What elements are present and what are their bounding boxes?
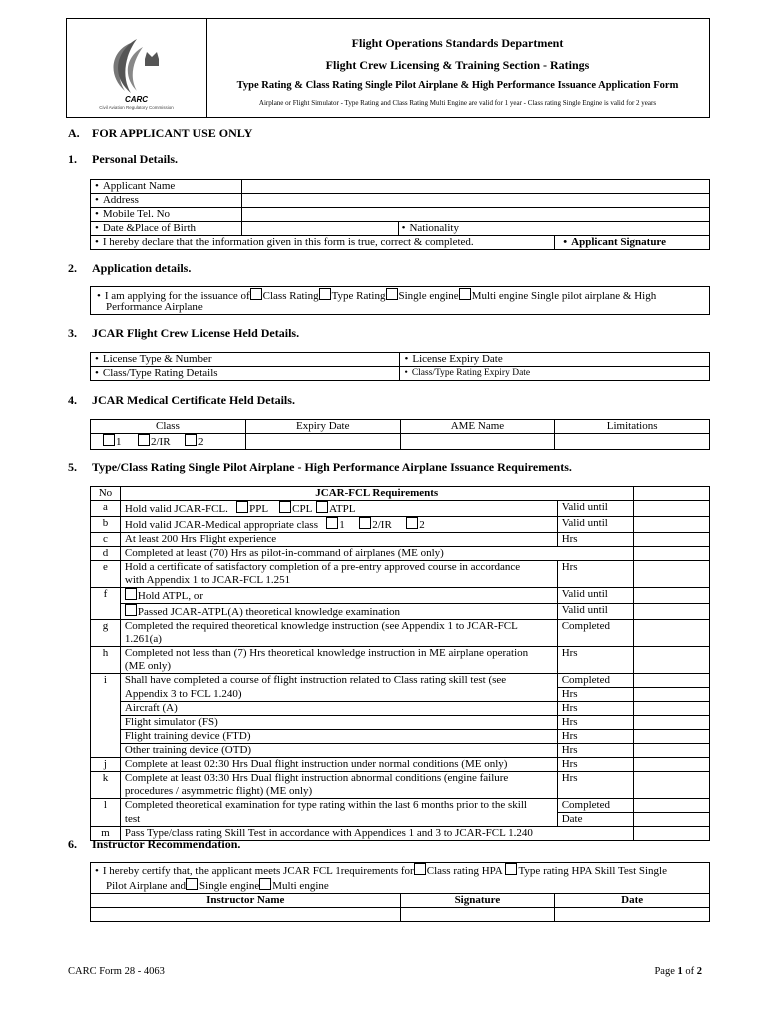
type-rating-checkbox[interactable]	[319, 288, 331, 300]
req-header: JCAR-FCL Requirements	[120, 487, 633, 501]
b-class-1-checkbox[interactable]	[326, 517, 338, 529]
i-value-field-1[interactable]	[633, 674, 709, 688]
class-type-details-field[interactable]: • Class/Type Rating Details	[91, 367, 400, 381]
instructor-date-field[interactable]	[555, 908, 710, 922]
header-logo-cell	[67, 19, 207, 117]
cpl-checkbox[interactable]	[279, 501, 291, 513]
instructor-single-engine-checkbox[interactable]	[186, 878, 198, 890]
instructor-name-field[interactable]	[91, 908, 401, 922]
l-value-field-2[interactable]	[633, 813, 709, 827]
medical-expiry-field[interactable]	[245, 434, 400, 450]
k-value-field[interactable]	[633, 772, 709, 799]
table-row: d Completed at least (70) Hrs as pilot-in-command of airplanes (ME only)	[91, 547, 710, 561]
section-2-heading: 2. Application details.	[68, 261, 192, 275]
mobile-label: • Mobile Tel. No	[91, 208, 242, 222]
i-value-field-4[interactable]	[633, 716, 709, 730]
medical-class-2-checkbox[interactable]	[185, 434, 197, 446]
hold-atpl-checkbox[interactable]	[125, 588, 137, 600]
section-4-heading: 4. JCAR Medical Certificate Held Details.	[68, 393, 295, 407]
medical-class-header: Class	[91, 420, 246, 434]
header-section: Flight Crew Licensing & Training Section - Ratings	[325, 58, 590, 72]
b-class-2-checkbox[interactable]	[406, 517, 418, 529]
ame-name-field[interactable]	[400, 434, 555, 450]
instructor-signature-header: Signature	[400, 894, 555, 908]
header-form-title: Type Rating & Class Rating Single Pilot Airplane & High Performance Issuance Application Form	[236, 80, 679, 91]
header-validity-note: Airplane or Flight Simulator - Type Rating and Class Rating Multi Engine are valid for 1 year - Class rating Single Engine is valid for 2 years	[258, 99, 657, 107]
ame-name-header: AME Name	[400, 420, 555, 434]
table-row: g Completed the required theoretical knowledge instruction (see Appendix 1 to JCAR-FCL Completed	[91, 620, 710, 634]
limitations-field[interactable]	[555, 434, 710, 450]
single-engine-checkbox[interactable]	[386, 288, 398, 300]
type-rating-hpa-checkbox[interactable]	[505, 863, 517, 875]
logo-subtitle: Civil Aviation Regulatory Commission	[99, 105, 174, 110]
header-department: Flight Operations Standards Department	[351, 36, 564, 50]
table-row: a Hold valid JCAR-FCL. PPL CPL ATPL Valid until	[91, 501, 710, 517]
table-row: m Pass Type/class rating Skill Test in accordance with Appendices 1 and 3 to JCAR-FCL 1.240	[91, 827, 710, 841]
license-expiry-field[interactable]: • License Expiry Date	[400, 353, 710, 367]
class-rating-checkbox[interactable]	[250, 288, 262, 300]
instructor-table	[90, 862, 710, 922]
address-label: • Address	[91, 194, 242, 208]
section-3-heading: 3. JCAR Flight Crew License Held Details.	[68, 326, 300, 340]
class-rating-hpa-checkbox[interactable]	[414, 863, 426, 875]
m-value-field[interactable]	[633, 827, 709, 841]
applicant-signature-label: Applicant Signature	[571, 236, 666, 248]
atpl-checkbox[interactable]	[316, 501, 328, 513]
application-line-1: • I am applying for the issuance of Class Rating Type Rating Single engine Multi engine Single pilot airplane & High	[97, 288, 656, 303]
certify-line-2: Pilot Airplane and Single engine Multi engine	[91, 878, 710, 894]
b-value-field[interactable]	[633, 517, 709, 533]
limitations-header: Limitations	[555, 420, 710, 434]
instructor-name-header: Instructor Name	[91, 894, 401, 908]
nationality-field[interactable]	[398, 222, 709, 236]
footer-page-number: Page 1 of 2	[654, 966, 702, 977]
multi-engine-checkbox[interactable]	[459, 288, 471, 300]
application-line-2: Performance Airplane	[106, 301, 203, 313]
instructor-multi-engine-checkbox[interactable]	[259, 878, 271, 890]
medical-class-options: 1 2/IR 2	[91, 434, 246, 450]
c-value-field[interactable]	[633, 533, 709, 547]
f-value-field-2[interactable]	[633, 604, 709, 620]
personal-details-table	[90, 179, 710, 250]
d-value-field[interactable]	[633, 547, 709, 561]
ppl-checkbox[interactable]	[236, 501, 248, 513]
logo-text: CARC	[124, 95, 149, 104]
dob-label: • Date &Place of Birth	[91, 222, 242, 236]
h-value-field[interactable]	[633, 647, 709, 674]
footer-form-number: CARC Form 28 - 4063	[68, 966, 165, 977]
application-details-box	[90, 286, 710, 315]
table-row: i Shall have completed a course of flight instruction related to Class rating skill test (see Completed	[91, 674, 710, 688]
dob-field[interactable]	[241, 222, 398, 236]
b-class-2ir-checkbox[interactable]	[359, 517, 371, 529]
i-value-field-6[interactable]	[633, 744, 709, 758]
license-details-table	[90, 352, 710, 381]
table-row: f Hold ATPL, or Valid until	[91, 588, 710, 604]
table-row: j Complete at least 02:30 Hrs Dual flight instruction under normal conditions (ME only) Hrs	[91, 758, 710, 772]
table-row: h Completed not less than (7) Hrs theoretical knowledge instruction in ME airplane operation Hrs	[91, 647, 710, 661]
medical-expiry-header: Expiry Date	[245, 420, 400, 434]
i-value-field-3[interactable]	[633, 702, 709, 716]
a-value-field[interactable]	[633, 501, 709, 517]
section-a-heading: A. FOR APPLICANT USE ONLY	[68, 126, 253, 140]
table-row: e Hold a certificate of satisfactory completion of a pre-entry approved course in accordance Hrs	[91, 561, 710, 575]
medical-details-table	[90, 419, 710, 450]
license-type-field[interactable]: • License Type & Number	[91, 353, 400, 367]
instructor-date-header: Date	[555, 894, 710, 908]
e-value-field[interactable]	[633, 561, 709, 588]
address-field[interactable]	[241, 194, 709, 208]
declaration-text: • I hereby declare that the information given in this form is true, correct & completed.	[91, 236, 555, 250]
passed-atpl-checkbox[interactable]	[125, 604, 137, 616]
mobile-field[interactable]	[241, 208, 709, 222]
medical-class-1-checkbox[interactable]	[103, 434, 115, 446]
table-row: c At least 200 Hrs Flight experience Hrs	[91, 533, 710, 547]
class-type-expiry-field[interactable]: • Class/Type Rating Expiry Date	[400, 367, 710, 381]
section-5-heading: 5. Type/Class Rating Single Pilot Airplane - High Performance Airplane Issuance Requirements.	[68, 460, 572, 474]
instructor-signature-field[interactable]	[400, 908, 555, 922]
applicant-name-label: • Applicant Name	[91, 180, 242, 194]
section-6-heading: 6. Instructor Recommendation.	[68, 837, 241, 851]
l-value-field-1[interactable]	[633, 799, 709, 813]
f-value-field-1[interactable]	[633, 588, 709, 604]
j-value-field[interactable]	[633, 758, 709, 772]
i-value-field-5[interactable]	[633, 730, 709, 744]
medical-class-2ir-checkbox[interactable]	[138, 434, 150, 446]
table-row: l Completed theoretical examination for type rating within the last 6 months prior to the skill Completed	[91, 799, 710, 813]
applicant-name-field[interactable]	[241, 180, 709, 194]
header-box	[66, 18, 710, 118]
applicant-signature-field[interactable]	[555, 236, 710, 250]
table-row: b Hold valid JCAR-Medical appropriate class 1 2/IR 2 Valid until	[91, 517, 710, 533]
table-row: k Complete at least 03:30 Hrs Dual flight instruction abnormal conditions (engine failure Hrs	[91, 772, 710, 786]
nationality-label: • Nationality	[402, 222, 459, 234]
g-value-field[interactable]	[633, 620, 709, 647]
req-no-header: No	[91, 487, 121, 501]
requirements-table: No JCAR-FCL Requirements a Hold valid JCAR-FCL. PPL CPL ATPL Valid until b Hold valid JCAR-Medical appropriate class 1 2/IR 2 Valid until c At least 200 Hrs Flight experience Hrs d Completed at least (70) Hrs as pilot-in-command of airplanes (ME only) e Hold a certificate of satisfactory completion of a pre-entry approved course in accordance Hrs with Appendix 1 to JCAR-FCL 1.251 f Hold ATPL, or Valid until Passed JCAR-ATPL(A) theoretical knowledge examination Valid until g Completed the required theoretical knowledge instruction (see Appendix 1 to JCAR-FCL Completed 1.261(a) h Completed not less than (7) Hrs theoretical knowledge instruction in ME airplane operation Hrs (ME only) i Shall have completed a course of flight instruction related to Class rating skill test (see Completed Appendix 3 to FCL 1.240) Hrs Aircraft (A) Hrs Flight simulator (FS) Hrs Flight training device (FTD) Hrs Other training device (OTD) Hrs j Complete at least 02:30 Hrs Dual flight instruction under normal conditions (ME only) Hrs k Complete at least 03:30 Hrs Dual flight instruction abnormal conditions (engine failure Hrs procedures / asymmetric flight) (ME only) l Completed theoretical examination for type rating within the last 6 months prior to the skill Completed test Date m Pass Type/class rating Skill Test in accordance with Appendices 1 and 3 to JCAR-FCL 1.240	[90, 486, 710, 841]
i-value-field-2[interactable]	[633, 688, 709, 702]
section-1-heading: 1. Personal Details.	[68, 152, 178, 166]
certify-line-1: • I hereby certify that, the applicant meets JCAR FCL 1requirements for Class rating HPA Type rating HPA Skill Test Single	[91, 863, 710, 879]
